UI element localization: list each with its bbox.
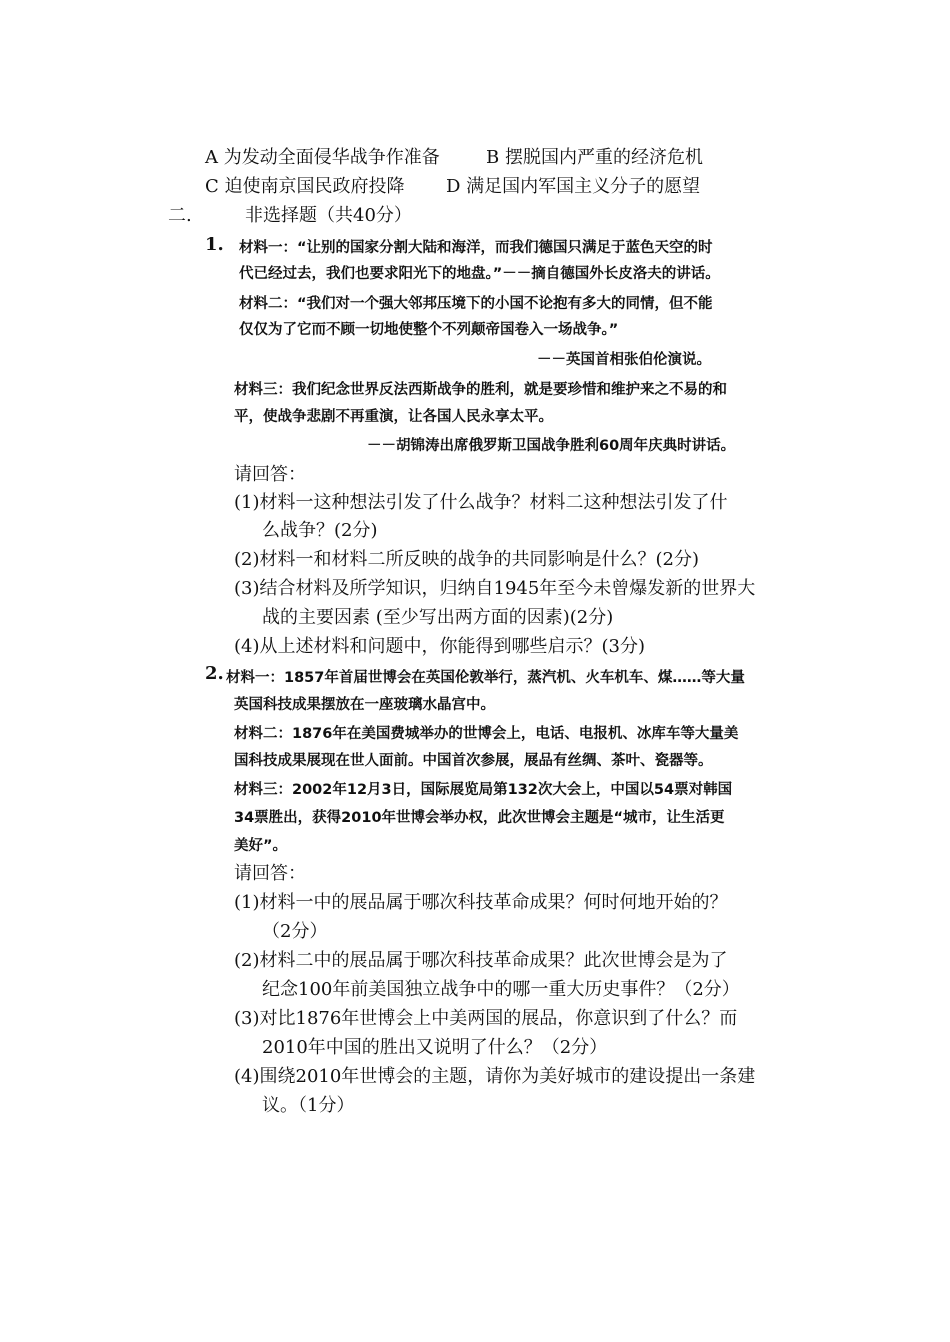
q2-sub2-line1: (2)材料二中的展品属于哪次科技革命成果？此次世博会是为了 [234, 950, 728, 971]
q2-sub4-line1: (4)围绕2010年世博会的主题，请你为美好城市的建设提出一条建 [234, 1066, 756, 1087]
q1-material2-line2: 仅仅为了它而不顾一切地使整个不列颠帝国卷入一场战争。” [239, 322, 619, 338]
q1-sub1-line2: 么战争？(2分) [262, 520, 378, 541]
q2-sub3-line2: 2010年中国的胜出又说明了什么？（2分） [262, 1037, 608, 1058]
q1-sub4: (4)从上述材料和问题中，你能得到哪些启示？(3分) [234, 636, 645, 657]
q1-sub1-line1: (1)材料一这种想法引发了什么战争？材料二这种想法引发了什 [234, 492, 728, 513]
q2-sub4-line2: 议。（1分） [262, 1095, 355, 1116]
q2-material3-line1: 材料三：2002年12月3日，国际展览局第132次大会上，中国以54票对韩国 [234, 782, 733, 798]
choice-b: B 摆脱国内严重的经济危机 [486, 147, 703, 168]
choice-c: C 迫使南京国民政府投降 [205, 176, 405, 197]
q2-material2-line2: 国科技成果展现在世人面前。中国首次参展，展品有丝绸、茶叶、瓷器等。 [234, 753, 713, 769]
q1-sub2: (2)材料一和材料二所反映的战争的共同影响是什么？(2分) [234, 549, 699, 570]
q1-material3-line2: 平，使战争悲剧不再重演，让各国人民永享太平。 [234, 409, 553, 425]
q2-sub1-line2: （2分） [262, 921, 328, 942]
choice-a: A 为发动全面侵华战争作准备 [205, 147, 440, 168]
q1-prompt: 请回答： [234, 464, 306, 485]
q1-number: 1. [205, 234, 224, 255]
q1-material3-source: －－胡锦涛出席俄罗斯卫国战争胜利60周年庆典时讲话。 [367, 438, 736, 454]
section-title: 非选择题（共40分） [245, 205, 412, 226]
q2-prompt: 请回答： [234, 863, 306, 884]
q2-material2-line1: 材料二：1876年在美国费城举办的世博会上，电话、电报机、冰库车等大量美 [234, 726, 739, 742]
choice-d: D 满足国内军国主义分子的愿望 [446, 176, 701, 197]
q2-sub2-line2: 纪念100年前美国独立战争中的哪一重大历史事件？（2分） [262, 979, 740, 1000]
q1-sub3-line1: (3)结合材料及所学知识，归纳自1945年至今未曾爆发新的世界大 [234, 578, 756, 599]
q1-material3-line1: 材料三：我们纪念世界反法西斯战争的胜利，就是要珍惜和维护来之不易的和 [234, 382, 727, 398]
q2-material3-line3: 美好”。 [234, 838, 288, 854]
q1-material2-line1: 材料二：“我们对一个强大邻邦压境下的小国不论抱有多大的同情，但不能 [239, 296, 713, 312]
q2-sub3-line1: (3)对比1876年世博会上中美两国的展品，你意识到了什么？而 [234, 1008, 738, 1029]
q1-material1-line2: 代已经过去，我们也要求阳光下的地盘。”－－摘自德国外长皮洛夫的讲话。 [239, 266, 720, 282]
q1-material2-source: －－英国首相张伯伦演说。 [537, 352, 711, 368]
section-number: 二. [168, 205, 192, 226]
q1-sub3-line2: 战的主要因素 (至少写出两方面的因素)(2分) [262, 607, 614, 628]
q2-material1-line2: 英国科技成果摆放在一座玻璃水晶宫中。 [234, 697, 495, 713]
q2-number: 2. [205, 663, 224, 684]
q2-material1-line1: 材料一：1857年首届世博会在英国伦敦举行，蒸汽机、火车机车、煤……等大量 [226, 670, 745, 686]
q1-material1-line1: 材料一：“让别的国家分割大陆和海洋，而我们德国只满足于蓝色天空的时 [239, 240, 713, 256]
q2-sub1-line1: (1)材料一中的展品属于哪次科技革命成果？何时何地开始的？ [234, 892, 728, 913]
q2-material3-line2: 34票胜出，获得2010年世博会举办权，此次世博会主题是“城市，让生活更 [234, 810, 725, 826]
